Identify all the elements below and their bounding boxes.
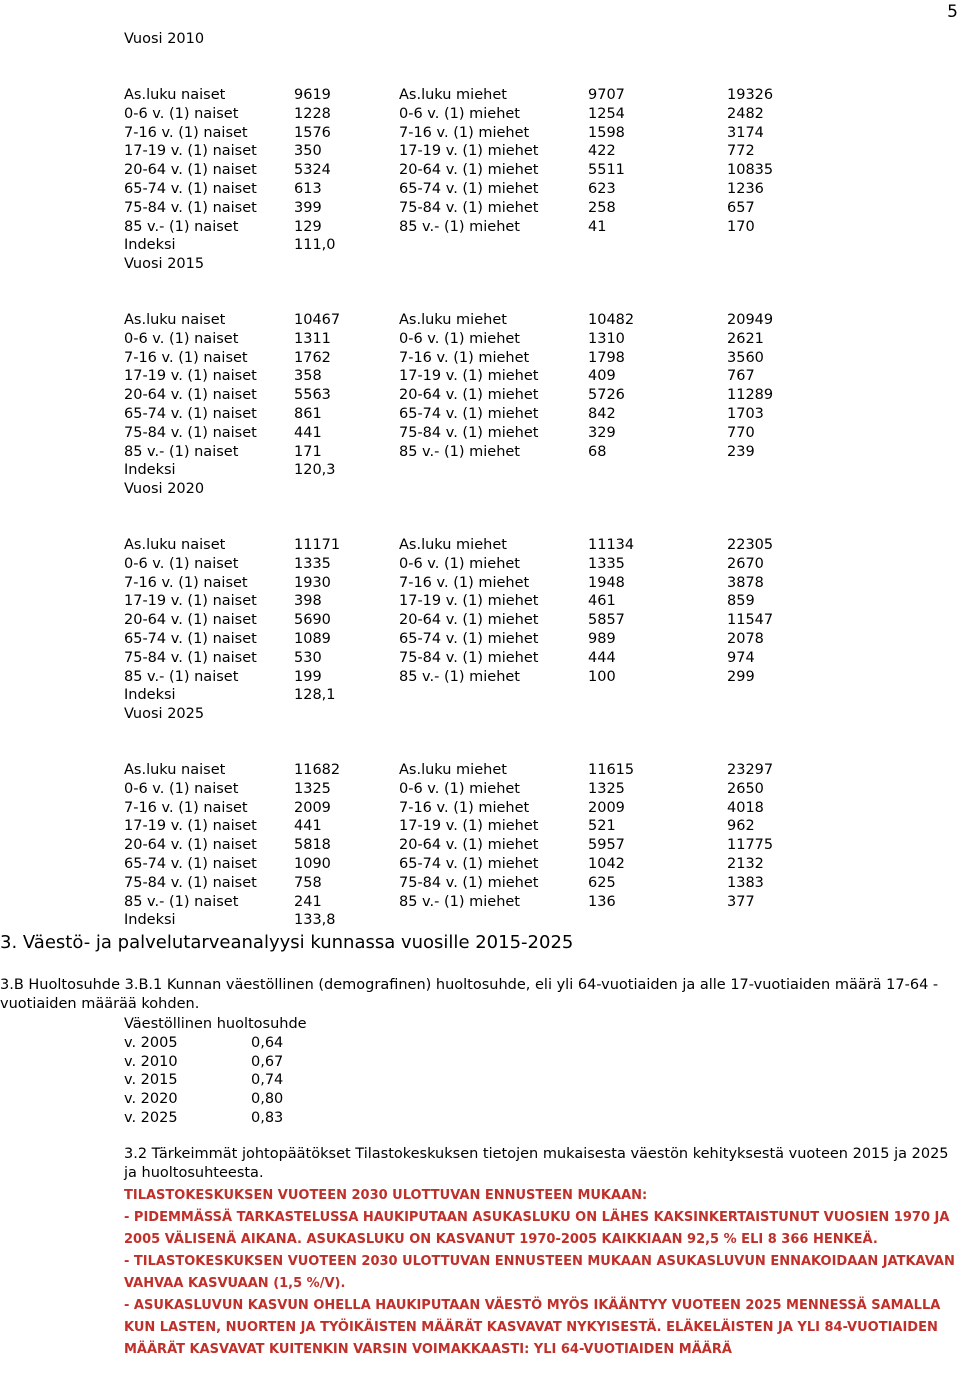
- table-cell: 521: [588, 818, 616, 835]
- ratio-row: [124, 1071, 307, 1090]
- table-cell: 133,8: [294, 912, 336, 929]
- table-cell: 85 v.- (1) miehet: [399, 443, 520, 460]
- table-cell: 299: [727, 668, 755, 685]
- table-cell: 2078: [727, 630, 764, 647]
- table-cell: 20-64 v. (1) naiset: [124, 162, 257, 179]
- table-cell: 7-16 v. (1) miehet: [399, 799, 530, 816]
- table-cell: 65-74 v. (1) miehet: [399, 180, 539, 197]
- table-row: [124, 86, 960, 105]
- table-row: [124, 199, 960, 218]
- table-cell: 129: [294, 218, 322, 235]
- table-cell: Indeksi: [124, 462, 176, 479]
- table-row: [124, 386, 960, 405]
- table-row: [124, 911, 960, 930]
- year-section: [124, 705, 960, 930]
- red-paragraph: - PIDEMMÄSSÄ TARKASTELUSSA HAUKIPUTAAN ASUKASLUKU ON LÄHES KAKSINKERTAISTUNUT VUOSIEN 1970 JA 2005 VÄLISENÄ AIKANA. ASUKASLUKU ON KASVANUT 1970-2005 KAIKKIAAN 92,5 % ELI 8 366 HENKEÄ.: [124, 1210, 950, 1247]
- table-cell: Indeksi: [124, 687, 176, 704]
- table-cell: 20-64 v. (1) miehet: [399, 162, 539, 179]
- table-cell: 399: [294, 199, 322, 216]
- table-cell: 11682: [294, 762, 341, 778]
- table-cell: As.luku miehet: [399, 762, 507, 778]
- table-cell: 111,0: [294, 237, 336, 254]
- table-cell: 85 v.- (1) naiset: [124, 443, 239, 460]
- ratio-title: Väestöllinen huoltosuhde: [124, 1016, 307, 1032]
- table-row: [124, 855, 960, 874]
- table-row: [124, 817, 960, 836]
- table-cell: 377: [727, 893, 755, 910]
- ratio-value: 0,80: [251, 1091, 284, 1108]
- table-row: [124, 236, 960, 255]
- table-cell: 100: [588, 668, 616, 685]
- table-cell: 1335: [294, 555, 331, 572]
- ratio-row: [124, 1109, 307, 1128]
- table-cell: 65-74 v. (1) miehet: [399, 855, 539, 872]
- table-cell: As.luku miehet: [399, 87, 507, 103]
- table-cell: 65-74 v. (1) naiset: [124, 180, 257, 197]
- ratio-year: v. 2025: [124, 1109, 178, 1126]
- table-cell: 3560: [727, 349, 764, 366]
- table-cell: 398: [294, 593, 322, 610]
- table-cell: 1325: [588, 780, 625, 797]
- table-cell: 19326: [727, 87, 774, 103]
- table-cell: 613: [294, 180, 322, 197]
- table-cell: 11171: [294, 537, 341, 553]
- table-cell: 441: [294, 424, 322, 441]
- table-cell: 65-74 v. (1) miehet: [399, 630, 539, 647]
- year-section: [124, 30, 960, 255]
- table-cell: 11134: [588, 537, 635, 553]
- table-cell: 2621: [727, 330, 764, 347]
- table-cell: 1254: [588, 105, 625, 122]
- table-cell: 9619: [294, 87, 331, 103]
- table-cell: 85 v.- (1) naiset: [124, 218, 239, 235]
- table-cell: 1311: [294, 330, 331, 347]
- table-row: [124, 799, 960, 818]
- table-cell: 65-74 v. (1) naiset: [124, 855, 257, 872]
- table-cell: 1598: [588, 124, 625, 141]
- table-cell: 85 v.- (1) naiset: [124, 668, 239, 685]
- table-cell: 409: [588, 368, 616, 385]
- year-title: Vuosi 2015: [124, 256, 205, 272]
- table-cell: 1576: [294, 124, 331, 141]
- table-cell: 7-16 v. (1) miehet: [399, 124, 530, 141]
- table-cell: 1383: [727, 874, 764, 891]
- table-cell: 5563: [294, 387, 331, 404]
- table-cell: 770: [727, 424, 755, 441]
- table-cell: 75-84 v. (1) miehet: [399, 649, 539, 666]
- table-cell: 85 v.- (1) naiset: [124, 893, 239, 910]
- table-cell: 75-84 v. (1) naiset: [124, 649, 257, 666]
- table-cell: 0-6 v. (1) miehet: [399, 780, 520, 797]
- table-cell: 10835: [727, 162, 774, 179]
- subsection-text: 3.B Huoltosuhde 3.B.1 Kunnan väestöllinen (demografinen) huoltosuhde, eli yli 64-vuotiaiden ja alle 17-vuotiaiden määrä 17-64 -vuotiaiden määrää kohden.: [0, 977, 939, 1012]
- table-cell: 17-19 v. (1) miehet: [399, 368, 539, 385]
- table-row: [124, 649, 960, 668]
- table-cell: 358: [294, 368, 322, 385]
- table-cell: 128,1: [294, 687, 336, 704]
- table-row: [124, 630, 960, 649]
- table-row: [124, 311, 960, 330]
- year-title: Vuosi 2020: [124, 481, 205, 497]
- table-cell: 17-19 v. (1) naiset: [124, 368, 257, 385]
- table-cell: 20-64 v. (1) naiset: [124, 387, 257, 404]
- table-cell: 422: [588, 143, 616, 160]
- table-cell: 2009: [294, 799, 331, 816]
- table-cell: 444: [588, 649, 616, 666]
- table-cell: 85 v.- (1) miehet: [399, 893, 520, 910]
- table-cell: 17-19 v. (1) naiset: [124, 593, 257, 610]
- table-cell: 7-16 v. (1) naiset: [124, 124, 248, 141]
- table-cell: 11547: [727, 612, 774, 629]
- year-title: Vuosi 2025: [124, 706, 205, 722]
- table-cell: 1228: [294, 105, 331, 122]
- table-cell: 1042: [588, 855, 625, 872]
- table-row: [124, 218, 960, 237]
- table-cell: 0-6 v. (1) naiset: [124, 780, 239, 797]
- table-cell: 7-16 v. (1) miehet: [399, 349, 530, 366]
- table-cell: 75-84 v. (1) naiset: [124, 874, 257, 891]
- red-paragraph: TILASTOKESKUKSEN VUOTEEN 2030 ULOTTUVAN ENNUSTEEN MUKAAN:: [124, 1188, 648, 1203]
- page-number: 5: [947, 2, 958, 22]
- table-row: [124, 161, 960, 180]
- table-cell: 75-84 v. (1) naiset: [124, 424, 257, 441]
- table-cell: 5324: [294, 162, 331, 179]
- table-cell: 859: [727, 593, 755, 610]
- table-cell: As.luku naiset: [124, 87, 226, 103]
- table-cell: 0-6 v. (1) naiset: [124, 105, 239, 122]
- table-cell: 75-84 v. (1) miehet: [399, 874, 539, 891]
- table-row: [124, 330, 960, 349]
- table-cell: 20-64 v. (1) naiset: [124, 612, 257, 629]
- year-section: [124, 480, 960, 705]
- table-cell: 239: [727, 443, 755, 460]
- table-cell: 0-6 v. (1) naiset: [124, 330, 239, 347]
- ratio-row: [124, 1034, 307, 1053]
- table-cell: 657: [727, 199, 755, 216]
- table-cell: 3878: [727, 574, 764, 591]
- table-cell: 10482: [588, 312, 635, 328]
- table-cell: As.luku miehet: [399, 312, 507, 328]
- table-cell: 2650: [727, 780, 764, 797]
- table-row: [124, 761, 960, 780]
- table-cell: 4018: [727, 799, 764, 816]
- table-cell: 65-74 v. (1) miehet: [399, 405, 539, 422]
- table-row: [124, 592, 960, 611]
- table-cell: 85 v.- (1) miehet: [399, 668, 520, 685]
- table-cell: As.luku naiset: [124, 762, 226, 778]
- table-cell: 1762: [294, 349, 331, 366]
- table-cell: 461: [588, 593, 616, 610]
- section-heading: 3. Väestö- ja palvelutarveanalyysi kunnassa vuosille 2015-2025: [0, 932, 574, 953]
- table-row: [124, 555, 960, 574]
- table-cell: 5511: [588, 162, 625, 179]
- ratio-row: [124, 1053, 307, 1072]
- table-cell: 989: [588, 630, 616, 647]
- table-cell: 11289: [727, 387, 774, 404]
- table-cell: 75-84 v. (1) miehet: [399, 424, 539, 441]
- table-cell: 7-16 v. (1) naiset: [124, 799, 248, 816]
- table-cell: 0-6 v. (1) naiset: [124, 555, 239, 572]
- table-cell: 5957: [588, 837, 625, 854]
- table-row: [124, 142, 960, 161]
- table-cell: 1930: [294, 574, 331, 591]
- table-cell: 623: [588, 180, 616, 197]
- table-cell: 20-64 v. (1) miehet: [399, 837, 539, 854]
- table-cell: 5857: [588, 612, 625, 629]
- ratio-value: 0,67: [251, 1053, 284, 1070]
- table-cell: 199: [294, 668, 322, 685]
- table-cell: As.luku naiset: [124, 537, 226, 553]
- table-cell: 136: [588, 893, 616, 910]
- table-cell: 530: [294, 649, 322, 666]
- table-cell: 65-74 v. (1) naiset: [124, 405, 257, 422]
- table-cell: 20-64 v. (1) naiset: [124, 837, 257, 854]
- table-row: [124, 874, 960, 893]
- table-cell: 962: [727, 818, 755, 835]
- table-row: [124, 893, 960, 912]
- table-cell: 767: [727, 368, 755, 385]
- table-cell: 1798: [588, 349, 625, 366]
- table-row: [124, 124, 960, 143]
- ratio-year: v. 2015: [124, 1072, 178, 1089]
- table-cell: 20-64 v. (1) miehet: [399, 387, 539, 404]
- forecast-conclusions: [124, 1185, 960, 1361]
- table-cell: 75-84 v. (1) naiset: [124, 199, 257, 216]
- table-cell: 85 v.- (1) miehet: [399, 218, 520, 235]
- table-cell: 170: [727, 218, 755, 235]
- table-cell: 9707: [588, 87, 625, 103]
- table-row: [124, 686, 960, 705]
- table-cell: 23297: [727, 762, 774, 778]
- table-cell: 1090: [294, 855, 331, 872]
- table-cell: 3174: [727, 124, 764, 141]
- ratio-year: v. 2005: [124, 1034, 178, 1051]
- table-cell: 7-16 v. (1) miehet: [399, 574, 530, 591]
- table-cell: 20949: [727, 312, 774, 328]
- table-cell: 75-84 v. (1) miehet: [399, 199, 539, 216]
- ratio-year: v. 2020: [124, 1091, 178, 1108]
- table-cell: 258: [588, 199, 616, 216]
- table-cell: 842: [588, 405, 616, 422]
- table-row: [124, 780, 960, 799]
- red-paragraph: - ASUKASLUVUN KASVUN OHELLA HAUKIPUTAAN VÄESTÖ MYÖS IKÄÄNTYY VUOTEEN 2025 MENNESSÄ SAMALLA KUN LASTEN, NUORTEN JA TYÖIKÄISTEN MÄÄRÄT KASVAVAT NYKYISESTÄ. ELÄKELÄISTEN JA YLI 84-VUOTIAIDEN MÄÄRÄT KASVAVAT KUITENKIN VARSIN VOIMAKKAASTI: YLI 64-VUOTIAIDEN MÄÄRÄ: [124, 1298, 941, 1357]
- table-row: [124, 574, 960, 593]
- table-cell: 17-19 v. (1) miehet: [399, 593, 539, 610]
- table-cell: 625: [588, 874, 616, 891]
- red-paragraph: - TILASTOKESKUKSEN VUOTEEN 2030 ULOTTUVAN ENNUSTEEN MUKAAN ASUKASLUVUN ENNAKOIDAAN JATKAVAN VAHVAA KASVUAAN (1,5 %/V).: [124, 1254, 955, 1291]
- table-cell: 974: [727, 649, 755, 666]
- table-cell: 772: [727, 143, 755, 160]
- table-cell: 1335: [588, 555, 625, 572]
- table-cell: 17-19 v. (1) miehet: [399, 818, 539, 835]
- table-row: [124, 367, 960, 386]
- table-row: [124, 349, 960, 368]
- table-cell: 329: [588, 424, 616, 441]
- table-cell: 1236: [727, 180, 764, 197]
- year-section: [124, 255, 960, 480]
- ratio-value: 0,74: [251, 1072, 284, 1089]
- table-cell: 241: [294, 893, 322, 910]
- table-cell: 1089: [294, 630, 331, 647]
- table-row: [124, 405, 960, 424]
- table-row: [124, 180, 960, 199]
- table-cell: Indeksi: [124, 912, 176, 929]
- table-row: [124, 461, 960, 480]
- table-cell: 65-74 v. (1) naiset: [124, 630, 257, 647]
- table-cell: 5690: [294, 612, 331, 629]
- table-row: [124, 668, 960, 687]
- table-cell: 758: [294, 874, 322, 891]
- table-cell: 5726: [588, 387, 625, 404]
- table-cell: 7-16 v. (1) naiset: [124, 574, 248, 591]
- table-cell: 20-64 v. (1) miehet: [399, 612, 539, 629]
- table-cell: 5818: [294, 837, 331, 854]
- table-cell: 22305: [727, 537, 774, 553]
- table-row: [124, 443, 960, 462]
- table-cell: 1703: [727, 405, 764, 422]
- ratio-row: [124, 1090, 307, 1109]
- conclusions-heading: 3.2 Tärkeimmät johtopäätökset Tilastokeskuksen tietojen mukaisesta väestön kehityksestä vuoteen 2015 ja 2025 ja huoltosuhteesta.: [124, 1146, 949, 1181]
- table-cell: As.luku miehet: [399, 537, 507, 553]
- ratio-year: v. 2010: [124, 1053, 178, 1070]
- table-cell: 861: [294, 405, 322, 422]
- table-cell: 2482: [727, 105, 764, 122]
- table-cell: 41: [588, 218, 607, 235]
- dependency-ratio-table: [124, 1015, 307, 1128]
- table-cell: 0-6 v. (1) miehet: [399, 555, 520, 572]
- ratio-value: 0,64: [251, 1034, 284, 1051]
- year-title: Vuosi 2010: [124, 31, 205, 47]
- table-cell: 350: [294, 143, 322, 160]
- table-cell: 11775: [727, 837, 774, 854]
- table-cell: 17-19 v. (1) miehet: [399, 143, 539, 160]
- table-cell: Indeksi: [124, 237, 176, 254]
- table-cell: 0-6 v. (1) miehet: [399, 330, 520, 347]
- table-cell: 17-19 v. (1) naiset: [124, 818, 257, 835]
- table-cell: As.luku naiset: [124, 312, 226, 328]
- table-row: [124, 424, 960, 443]
- table-row: [124, 536, 960, 555]
- table-cell: 2670: [727, 555, 764, 572]
- table-cell: 7-16 v. (1) naiset: [124, 349, 248, 366]
- table-cell: 441: [294, 818, 322, 835]
- table-cell: 1310: [588, 330, 625, 347]
- table-cell: 68: [588, 443, 607, 460]
- table-row: [124, 105, 960, 124]
- table-cell: 2132: [727, 855, 764, 872]
- ratio-value: 0,83: [251, 1109, 284, 1126]
- table-cell: 2009: [588, 799, 625, 816]
- table-row: [124, 611, 960, 630]
- table-cell: 1325: [294, 780, 331, 797]
- table-cell: 17-19 v. (1) naiset: [124, 143, 257, 160]
- table-cell: 171: [294, 443, 322, 460]
- table-cell: 11615: [588, 762, 635, 778]
- table-cell: 1948: [588, 574, 625, 591]
- table-cell: 0-6 v. (1) miehet: [399, 105, 520, 122]
- table-cell: 10467: [294, 312, 341, 328]
- table-row: [124, 836, 960, 855]
- table-cell: 120,3: [294, 462, 336, 479]
